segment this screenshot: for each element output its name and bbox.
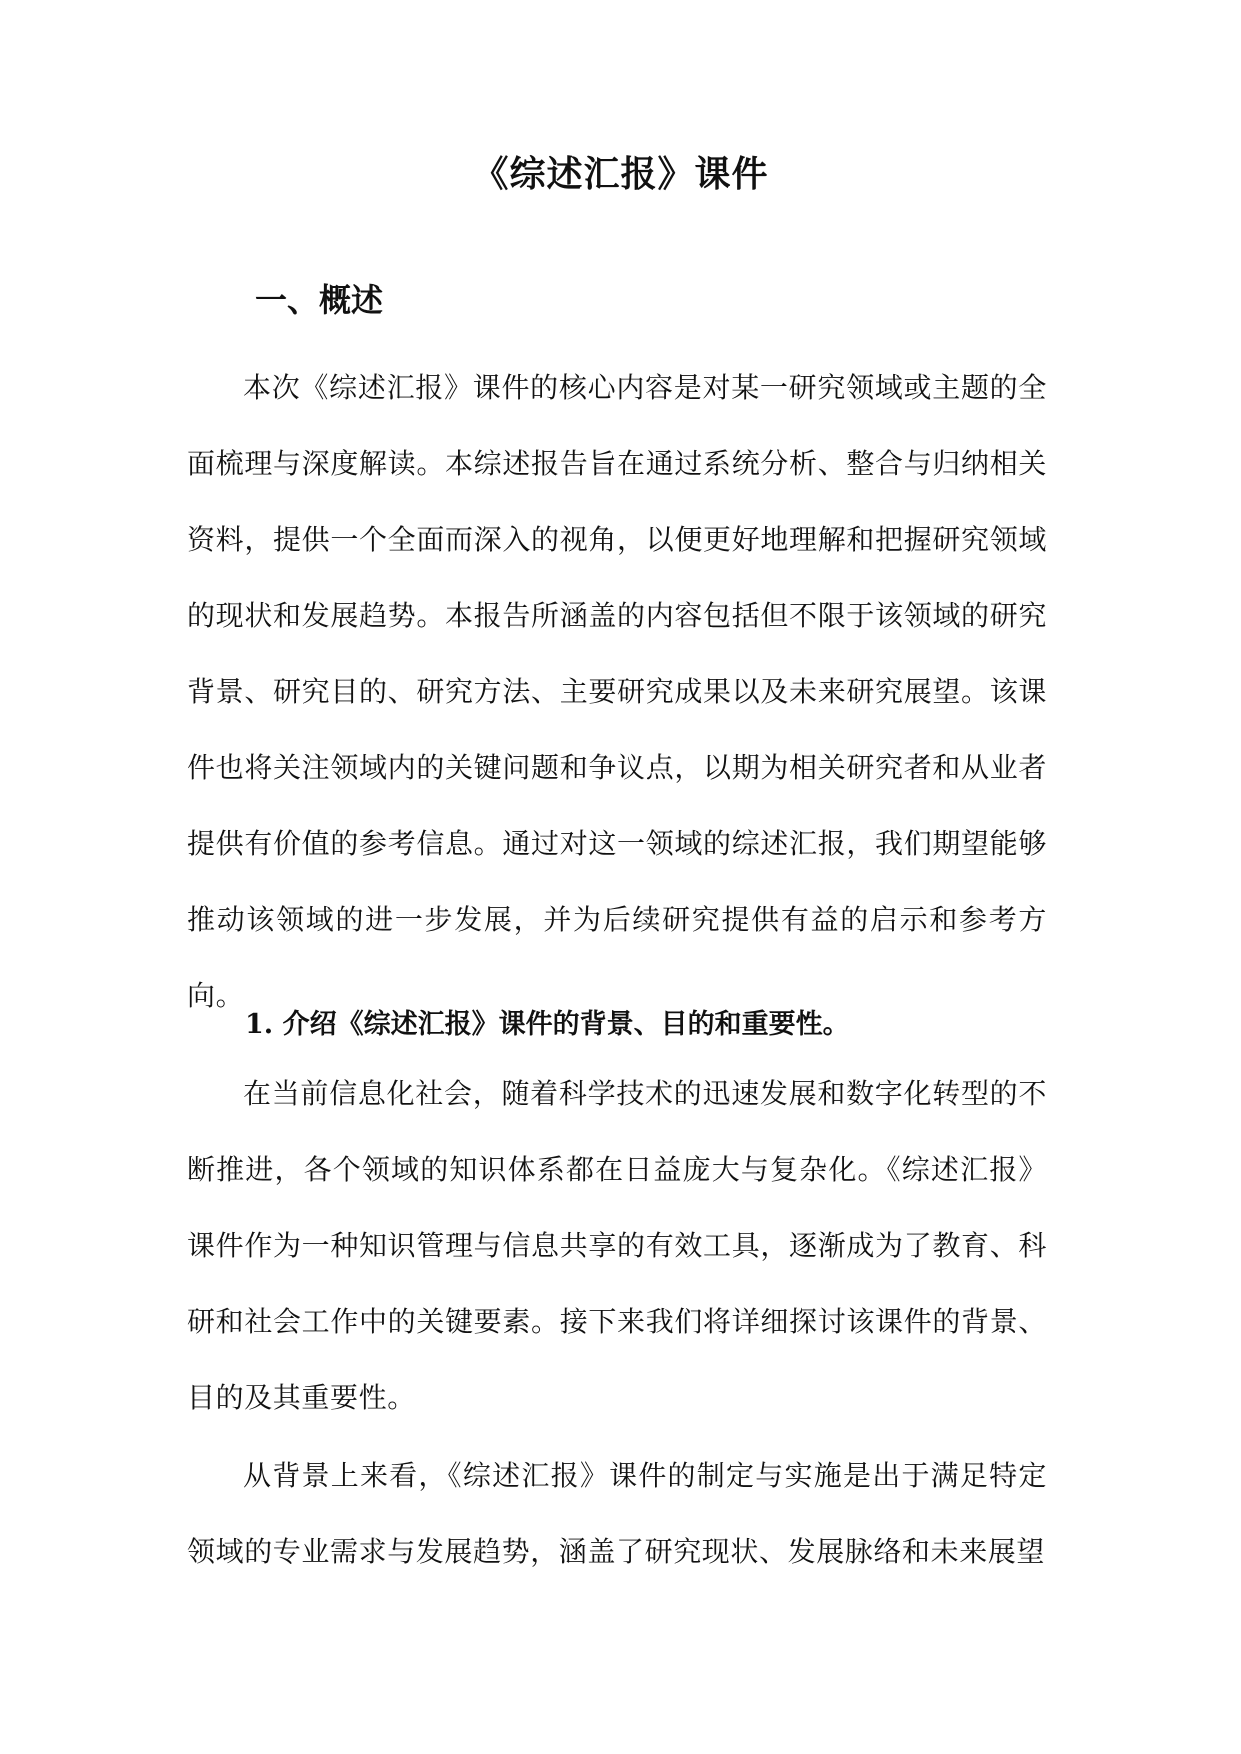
section-heading-background: 1. 介绍《综述汇报》课件的背景、目的和重要性。	[245, 1009, 850, 1040]
document-title: 《综述汇报》课件	[472, 153, 769, 195]
overview-paragraph: 本次《综述汇报》课件的核心内容是对某一研究领域或主题的全面梳理与深度解读。本综述报告旨在通过系统分析、整合与归纳相关资料，提供一个全面而深入的视角，以便更好地理解和把握研究领域的现状和发展趋势。本报告所涵盖的内容包括但不限于该领域的研究背景、研究目的、研究方法、主要研究成果以及未来研究展望。该课件也将关注领域内的关键问题和争议点，以期为相关研究者和从业者提供有价值的参考信息。通过对这一领域的综述汇报，我们期望能够推动该领域的进一步发展，并为后续研究提供有益的启示和参考方向。	[187, 371, 1047, 1012]
background-paragraph-2: 从背景上来看，《综述汇报》课件的制定与实施是出于满足特定领域的专业需求与发展趋势，涵盖了研究现状、发展脉络和未来展望	[187, 1459, 1047, 1568]
section-heading-overview: 一、概述	[255, 281, 384, 319]
background-paragraph-1: 在当前信息化社会，随着科学技术的迅速发展和数字化转型的不断推进，各个领域的知识体系都在日益庞大与复杂化。《综述汇报》课件作为一种知识管理与信息共享的有效工具，逐渐成为了教育、科研和社会工作中的关键要素。接下来我们将详细探讨该课件的背景、目的及其重要性。	[187, 1077, 1047, 1414]
